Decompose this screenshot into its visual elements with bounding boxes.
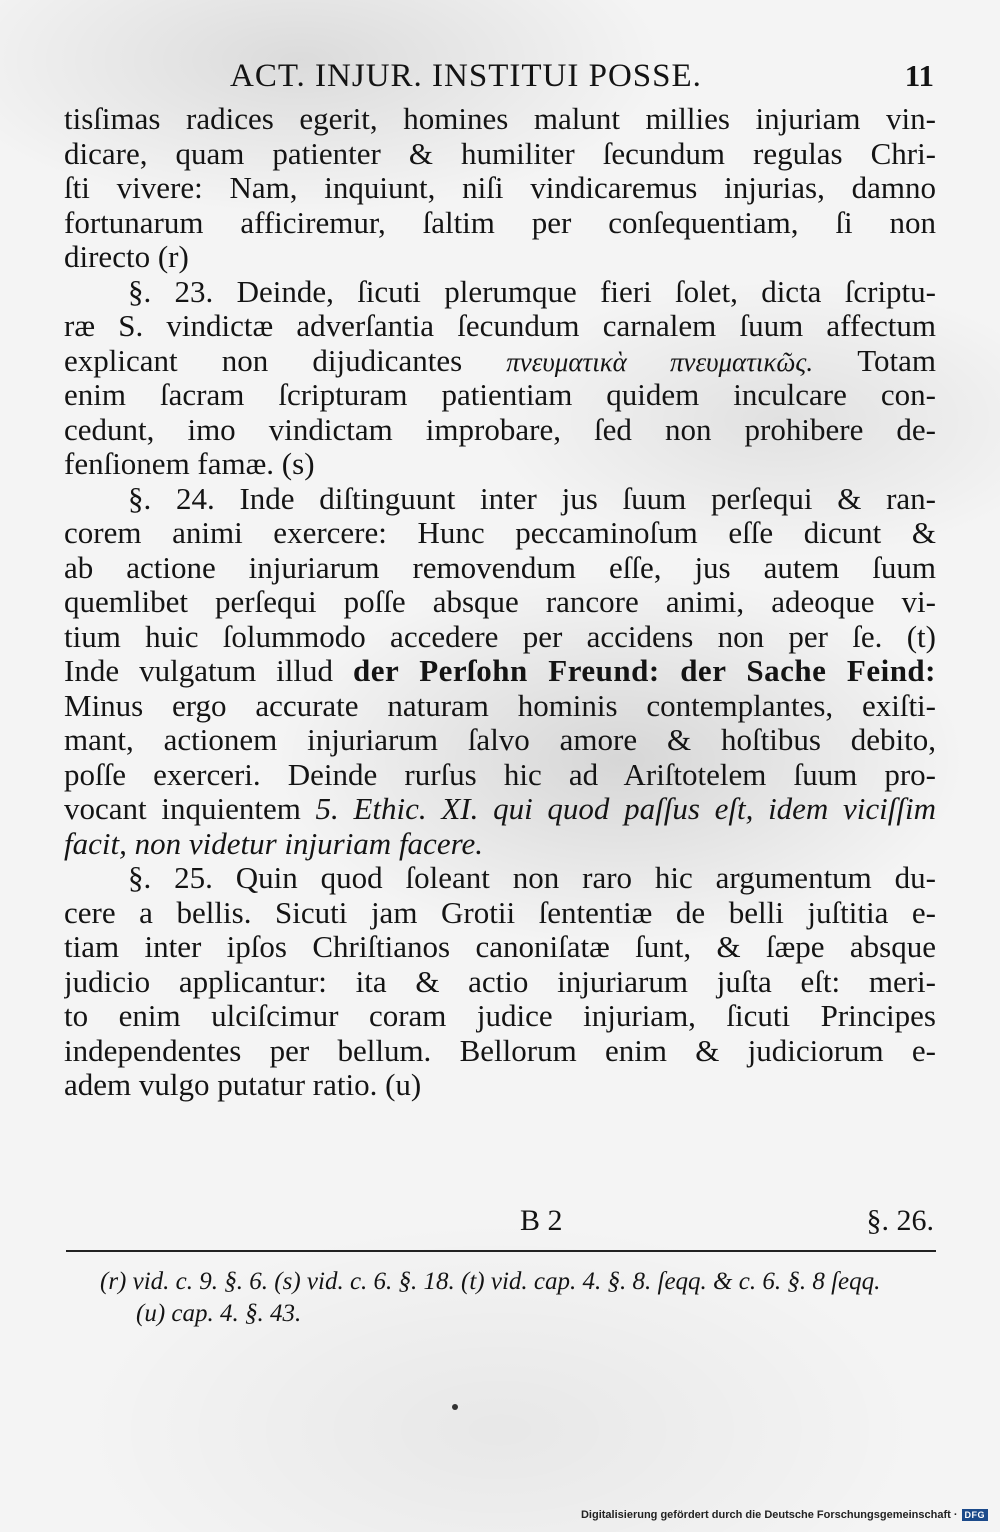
text-line-citation	[64, 792, 936, 827]
text-line: directo (r)	[64, 240, 189, 274]
text-line: quemlibet perſequi poſſe absque rancore animi, adeoque vi-	[64, 585, 936, 619]
page-header	[0, 58, 1000, 98]
text-run: Totam	[857, 343, 936, 378]
text-line: independentes per bellum. Bellorum enim & judiciorum e-	[64, 1033, 936, 1068]
running-title: ACT. INJUR. INSTITUI POSSE.	[230, 58, 702, 94]
footnote-line: (u) cap. 4. §. 43.	[136, 1300, 302, 1327]
text-line: adem vulgo putatur ratio. (u)	[64, 1068, 422, 1102]
text-line: cere a bellis. Sicuti jam Grotii ſententiæ de belli juſtitia e-	[64, 895, 936, 930]
text-line: ab actione injuriarum removendum eſſe, jus autem ſuum	[64, 550, 936, 585]
text-line-fraktur	[64, 654, 936, 689]
signature-mark: B 2	[520, 1204, 563, 1237]
fraktur-phrase: der Perſohn Freund: der Sache Feind:	[353, 654, 936, 688]
catch-line	[0, 1204, 1000, 1240]
text-line: tiam inter ipſos Chriſtianos canoniſatæ ſunt, & ſæpe absque	[64, 930, 936, 964]
greek-phrase: πνευματικὰ πνευματικῶς.	[506, 346, 814, 377]
text-line: judicio applicantur: ita & actio injuriarum juſta eſt: meri-	[64, 964, 936, 999]
text-line: tium huic ſolummodo accedere per accidens non per ſe. (t)	[64, 619, 936, 654]
text-line: Minus ergo accurate naturam hominis contemplantes, exiſti-	[64, 688, 936, 723]
italic-line: facit, non videtur injuriam facere.	[64, 826, 483, 861]
italic-citation: 5. Ethic. XI. qui quod paſſus eſt, idem viciſſim	[315, 792, 936, 826]
credit-text: Digitalisierung gefördert durch die Deutsche Forschungsgemeinschaft ·	[580, 1509, 958, 1521]
text-line-greek	[64, 344, 936, 379]
text-line: corem animi exercere: Hunc peccaminoſum eſſe dicunt &	[64, 516, 936, 550]
text-line: ſti vivere: Nam, inquiunt, niſi vindicaremus injurias, damno	[64, 171, 936, 205]
ink-spot	[452, 1404, 458, 1410]
paragraph-23-start: §. 23. Deinde, ſicuti plerumque fieri ſolet, dicta ſcriptu-	[128, 274, 936, 309]
footnotes	[100, 1266, 936, 1330]
text-line: tisſimas radices egerit, homines malunt millies injuriam vin-	[64, 102, 936, 136]
dfg-logo-icon: DFG	[962, 1509, 989, 1521]
paragraph-25-start: §. 25. Quin quod ſoleant non raro hic argumentum du-	[128, 861, 936, 895]
text-line: enim ſacram ſcripturam patientiam quidem inculcare con-	[64, 378, 936, 412]
digitization-credit	[581, 1506, 988, 1524]
text-run: explicant non dijudicantes	[64, 343, 463, 378]
text-line: fortunarum afficiremur, ſaltim per conſequentiam, ſi non	[64, 205, 936, 240]
text-line: mant, actionem injuriarum ſalvo amore & hoſtibus debito,	[64, 723, 936, 757]
text-line: cedunt, imo vindictam improbare, ſed non prohibere de-	[64, 412, 936, 447]
paragraph-24-start: §. 24. Inde diſtinguunt inter jus ſuum perſequi & ran-	[128, 481, 936, 516]
text-run: Inde vulgatum illud	[64, 654, 334, 688]
page-number: 11	[904, 58, 934, 93]
text-line: poſſe exerceri. Deinde rurſus hic ad Ariſtotelem ſuum pro-	[64, 757, 936, 792]
footnote-line: (r) vid. c. 9. §. 6. (s) vid. c. 6. §. 18. (t) vid. cap. 4. §. 8. ſeqq. & c. 6. §. 8 ſeqq.	[100, 1268, 881, 1295]
catchword: §. 26.	[866, 1204, 934, 1237]
footnote-rule	[66, 1250, 936, 1252]
text-run: vocant inquientem	[64, 792, 301, 826]
text-line: dicare, quam patienter & humiliter ſecundum regulas Chri-	[64, 136, 936, 171]
body-text	[64, 102, 936, 1103]
text-line: ræ S. vindictæ adverſantia ſecundum carnalem ſuum affectum	[64, 309, 936, 343]
text-line: to enim ulciſcimur coram judice injuriam, ſicuti Principes	[64, 999, 936, 1033]
text-line: fenſionem famæ. (s)	[64, 447, 315, 481]
